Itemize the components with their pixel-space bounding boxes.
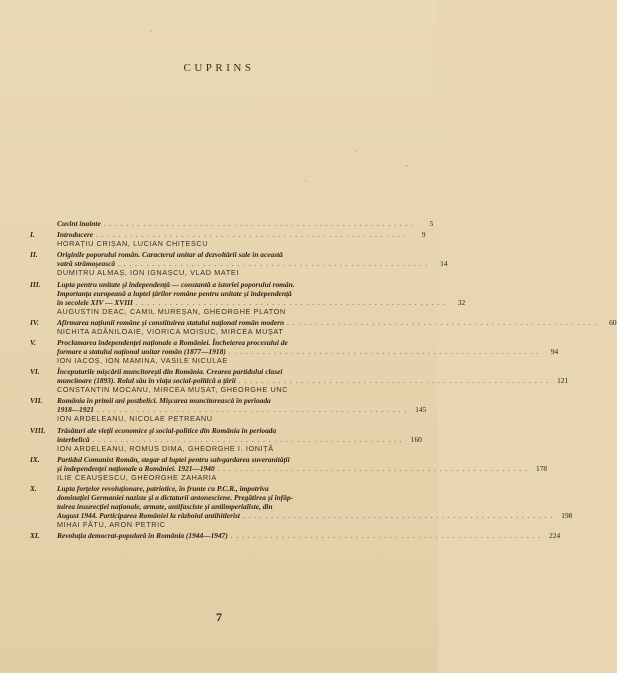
chapter-number: XI. — [30, 531, 40, 541]
toc-entry — [30, 454, 548, 482]
chapter-title — [57, 318, 617, 327]
dot-leader: . . . . . . . . . . . . . . . . . . . . . . . . . . . . . . . . . . . . . . . . . . . . . . . . . . . . . . . — [238, 376, 550, 386]
toc-page-number: 160 — [410, 434, 422, 444]
dot-leader: . . . . . . . . . . . . . . . . . . . . . . . . . . . . . . . . . . . . . . . . . . . . . . . . . . . . . . . — [135, 297, 447, 307]
chapter-title-line: Originile poporului român. Caracterul unitar al dezvoltării sale în această — [57, 250, 283, 260]
dot-leader: . . . . . . . . . . . . . . . . . . . . . . . . . . . . . . . . . . . . . . . . . . . . . . . . . . . . . . . — [217, 463, 529, 473]
toc-page-number: 60 — [609, 317, 617, 327]
dot-leader: . . . . . . . . . . . . . . . . . . . . . . . . . . . . . . . . . . . . . . . . . . . . . . . . . . . . . . . — [242, 510, 554, 520]
chapter-title — [57, 367, 568, 385]
chapter-title-line: interbelică — [57, 434, 90, 444]
paper-spot — [150, 30, 152, 32]
toc-entry — [30, 250, 448, 278]
toc-page-number: 94 — [550, 346, 559, 356]
toc-entry — [30, 367, 569, 395]
chapter-title — [57, 280, 465, 307]
toc-entry — [30, 317, 617, 336]
chapter-title — [57, 250, 448, 268]
toc-entry — [30, 279, 466, 316]
chapter-number: II. — [30, 250, 38, 260]
chapter-title-line: 1918—1921 — [57, 405, 94, 415]
toc-entry — [30, 337, 559, 365]
page-title: CUPRINS — [183, 62, 255, 74]
chapter-title-line: vatră strămoșească — [57, 259, 116, 269]
paper-spot — [355, 150, 357, 152]
chapter-authors: ILIE CEAUȘESCU, GHEORGHE ZAHARIA — [57, 472, 217, 482]
toc-entry — [30, 531, 561, 541]
paper-spot — [305, 180, 307, 182]
chapter-number: VIII. — [30, 425, 46, 435]
chapter-title-line: tuirea insurecției naționale, armate, antifasciste și antiimperialiste, din — [57, 501, 273, 511]
chapter-title — [57, 230, 426, 239]
chapter-title — [57, 455, 547, 473]
chapter-number: VII. — [30, 396, 43, 406]
chapter-title-line: muncitoare (1893). Rolul său în viața social-politică a țării — [57, 376, 236, 386]
chapter-title-line: Trăsături ale vieții economice și social-politice din România în perioada — [57, 425, 277, 435]
chapter-title-line: Afirmarea națiunii române și constituirea statului național român modern — [57, 317, 285, 327]
chapter-title — [57, 396, 426, 414]
chapter-authors: HORAȚIU CRIȘAN, LUCIAN CHIȚESCU — [57, 239, 209, 249]
chapter-title — [57, 338, 558, 356]
toc-page-number: 178 — [536, 463, 548, 473]
chapter-authors: ION ARDELEANU, NICOLAE PETREANU — [57, 414, 213, 424]
toc-entry — [30, 230, 426, 249]
chapter-title-line: Proclamarea independenței naționale a României. Încheierea procesului de — [57, 337, 288, 347]
chapter-authors: ION ARDELEANU, ROMUS DIMA, GHEORGHE I. IONIȚĂ — [57, 443, 274, 453]
page-number: 7 — [216, 610, 222, 624]
toc-page-number: 5 — [429, 219, 434, 228]
chapter-title-line: Lupta pentru unitate și independență — constantă a istoriei poporului român. — [57, 279, 295, 289]
chapter-title — [57, 531, 560, 540]
toc-page-number: 14 — [440, 259, 448, 269]
chapter-authors: DUMITRU ALMAȘ, ION IGNAȘCU, VLAD MATEI — [57, 268, 240, 278]
chapter-number: III. — [30, 279, 41, 289]
paper-spot — [405, 165, 408, 167]
chapter-authors: MIHAI FĂTU, ARON PETRIC — [57, 519, 166, 529]
chapter-authors: CONSTANTIN MOCANU, MIRCEA MUȘAT, GHEORGHE UNC — [57, 385, 289, 395]
chapter-number: IV. — [30, 317, 39, 327]
chapter-number — [30, 219, 57, 228]
chapter-title-line: Lupta forțelor revoluționare, patriotice, în frunte cu P.C.R., împotriva — [57, 483, 269, 493]
toc-page-number: 224 — [549, 531, 561, 541]
dot-leader: . . . . . . . . . . . . . . . . . . . . . . . . . . . . . . . . . . . . . . . . . . . . . . . . . . . . . . . — [118, 259, 429, 269]
toc-entry — [30, 396, 427, 424]
toc-page-number: 121 — [557, 376, 569, 386]
chapter-title-line: Importanța europeană a luptei țărilor române pentru unitate și independență — [57, 288, 292, 298]
dot-leader: . . . . . . . . . . . . . . . . . . . . . . . . . . . . . . . . . . . . . . . . . . . . . . . . . . . . . . . — [96, 230, 407, 240]
chapter-title-line: Cuvînt înainte — [57, 219, 101, 228]
chapter-title-line: formare a statului național unitar român (1877—1918) — [57, 346, 226, 356]
chapter-authors: ION IACOȘ, ION MAMINA, VASILE NICULAE — [57, 355, 228, 365]
chapter-authors: NICHITA ADĂNILOAIE, VIORICA MOISUC, MIRCEA MUȘAT — [57, 326, 284, 336]
chapter-title-line: și independenței naționale a României. 1921—1940 — [57, 463, 215, 473]
dot-leader: . . . . . . . . . . . . . . . . . . . . . . . . . . . . . . . . . . . . . . . . . . . . . . . . . . . . . . . — [96, 405, 408, 415]
chapter-title-line: August 1944. Participarea României la războiul antihitlerist — [57, 510, 240, 520]
chapter-number: VI. — [30, 367, 40, 377]
chapter-title — [57, 219, 433, 228]
chapter-number: IX. — [30, 454, 40, 464]
chapter-number: I. — [30, 230, 35, 240]
toc-page-number: 32 — [457, 297, 466, 307]
dot-leader: . . . . . . . . . . . . . . . . . . . . . . . . . . . . . . . . . . . . . . . . . . . . . . . . . . . . . . . — [228, 346, 540, 356]
chapter-title-line: România în primii ani postbelici. Mișcarea muncitorească în perioada — [57, 396, 271, 406]
table-of-contents — [30, 219, 617, 542]
toc-entry — [30, 483, 573, 529]
dot-leader: . . . . . . . . . . . . . . . . . . . . . . . . . . . . . . . . . . . . . . . . . . . . . . . . . . . . . . . — [103, 219, 415, 228]
toc-page-number: 145 — [415, 405, 427, 415]
toc-page-number: 9 — [421, 230, 426, 240]
chapter-title-line: Introducere — [57, 230, 94, 240]
dot-leader: . . . . . . . . . . . . . . . . . . . . . . . . . . . . . . . . . . . . . . . . . . . . . . . . . . . . . . . — [92, 434, 403, 444]
chapter-title-line: în secolele XIV — XVIII — [57, 297, 133, 307]
chapter-title — [57, 426, 422, 444]
chapter-title — [57, 484, 572, 520]
toc-entry — [30, 425, 422, 453]
chapter-title-line: Revoluția democrat-populară în România (1944—1947) — [57, 531, 228, 541]
chapter-title-line: Partidul Comunist Român, stegar al luptei pentru salvgardarea suveranității — [57, 454, 290, 464]
dot-leader: . . . . . . . . . . . . . . . . . . . . . . . . . . . . . . . . . . . . . . . . . . . . . . . . . . . . . . . — [287, 317, 598, 327]
chapter-number: X. — [30, 483, 37, 493]
toc-entry — [30, 219, 434, 228]
chapter-title-line: dominației Germaniei naziste și a dictaturii antonesciene. Pregătirea și înfăp- — [57, 492, 294, 502]
chapter-number: V. — [30, 337, 36, 347]
chapter-authors: AUGUSTIN DEAC, CAMIL MUREȘAN, GHEORGHE PLATON — [57, 306, 286, 316]
dot-leader: . . . . . . . . . . . . . . . . . . . . . . . . . . . . . . . . . . . . . . . . . . . . . . . . . . . . . . . — [230, 531, 542, 541]
chapter-title-line: Începuturile mișcării muncitorești din România. Crearea partidului clasei — [57, 367, 283, 377]
toc-page-number: 198 — [561, 510, 573, 520]
